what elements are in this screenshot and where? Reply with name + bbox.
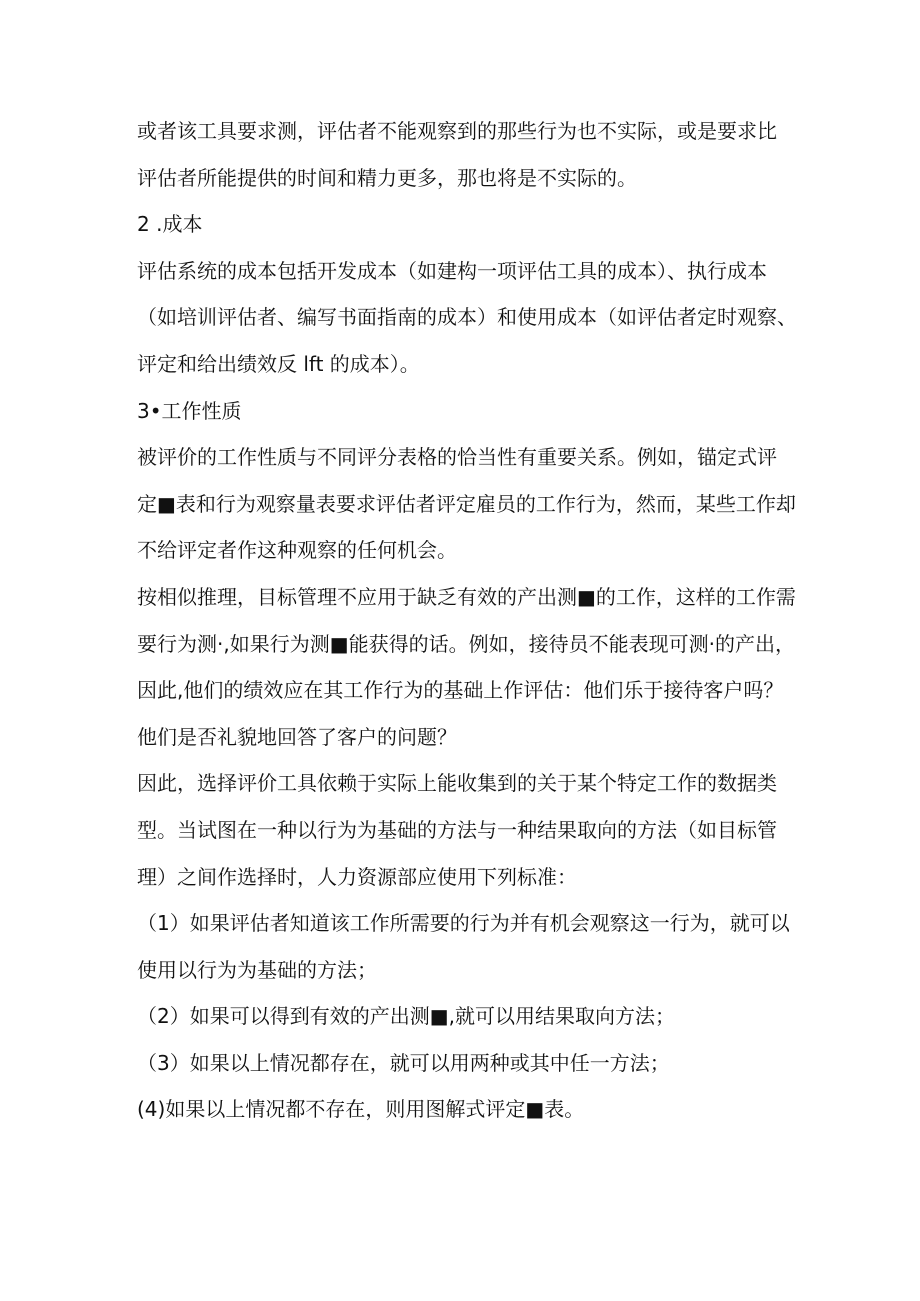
criteria-item-1: （1）如果评估者知道该工作所需要的行为并有机会观察这一行为，就可以 bbox=[137, 911, 790, 936]
paragraph-line: 型。当试图在一种以行为为基础的方法与一种结果取向的方法（如目标管 bbox=[137, 817, 777, 842]
paragraph-line: 被评价的工作性质与不同评分表格的恰当性有重要关系。例如，锚定式评 bbox=[137, 445, 777, 470]
section-heading-job-nature: 3•工作性质 bbox=[137, 398, 242, 423]
document-body bbox=[137, 108, 797, 1133]
paragraph-line: 不给评定者作这种观察的任何机会。 bbox=[137, 538, 457, 563]
paragraph-line: 定■表和行为观察量表要求评估者评定雇员的工作行为，然而，某些工作却 bbox=[137, 491, 796, 516]
criteria-item-4: (4)如果以上情况都不存在，则用图解式评定■表。 bbox=[137, 1097, 585, 1122]
paragraph-line: 他们是否礼貌地回答了客户的问题？ bbox=[137, 724, 457, 749]
paragraph-line: 要行为测·,如果行为测■能获得的话。例如，接待员不能表现可测·的产出， bbox=[137, 631, 795, 656]
paragraph-line: 评定和给出绩效反 lft 的成本）。 bbox=[137, 351, 420, 376]
criteria-item-2: （2）如果可以得到有效的产出测■,就可以用结果取向方法； bbox=[137, 1004, 675, 1029]
paragraph-line: 按相似推理，目标管理不应用于缺乏有效的产出测■的工作，这样的工作需 bbox=[137, 584, 796, 609]
paragraph-line: 评估系统的成本包括开发成本（如建构一项评估工具的成本）、执行成本 bbox=[137, 258, 767, 283]
paragraph-line: 或者该工具要求测，评估者不能观察到的那些行为也不实际，或是要求比 bbox=[137, 119, 777, 143]
paragraph-line: 评估者所能提供的时间和精力更多，那也将是不实际的。 bbox=[137, 165, 637, 190]
paragraph-line: 因此,他们的绩效应在其工作行为的基础上作评估：他们乐于接待客户吗？ bbox=[137, 678, 784, 703]
criteria-item-3: （3）如果以上情况都存在，就可以用两种或其中任一方法； bbox=[137, 1050, 670, 1075]
paragraph-line: 因此，选择评价工具依赖于实际上能收集到的关于某个特定工作的数据类 bbox=[137, 771, 777, 796]
paragraph-line: 理）之间作选择时，人力资源部应使用下列标准： bbox=[137, 864, 577, 889]
paragraph-line: （如培训评估者、编写书面指南的成本）和使用成本（如评估者定时观察、 bbox=[137, 305, 797, 330]
section-heading-cost: 2 .成本 bbox=[137, 212, 203, 237]
criteria-item-1-cont: 使用以行为为基础的方法； bbox=[137, 957, 377, 982]
